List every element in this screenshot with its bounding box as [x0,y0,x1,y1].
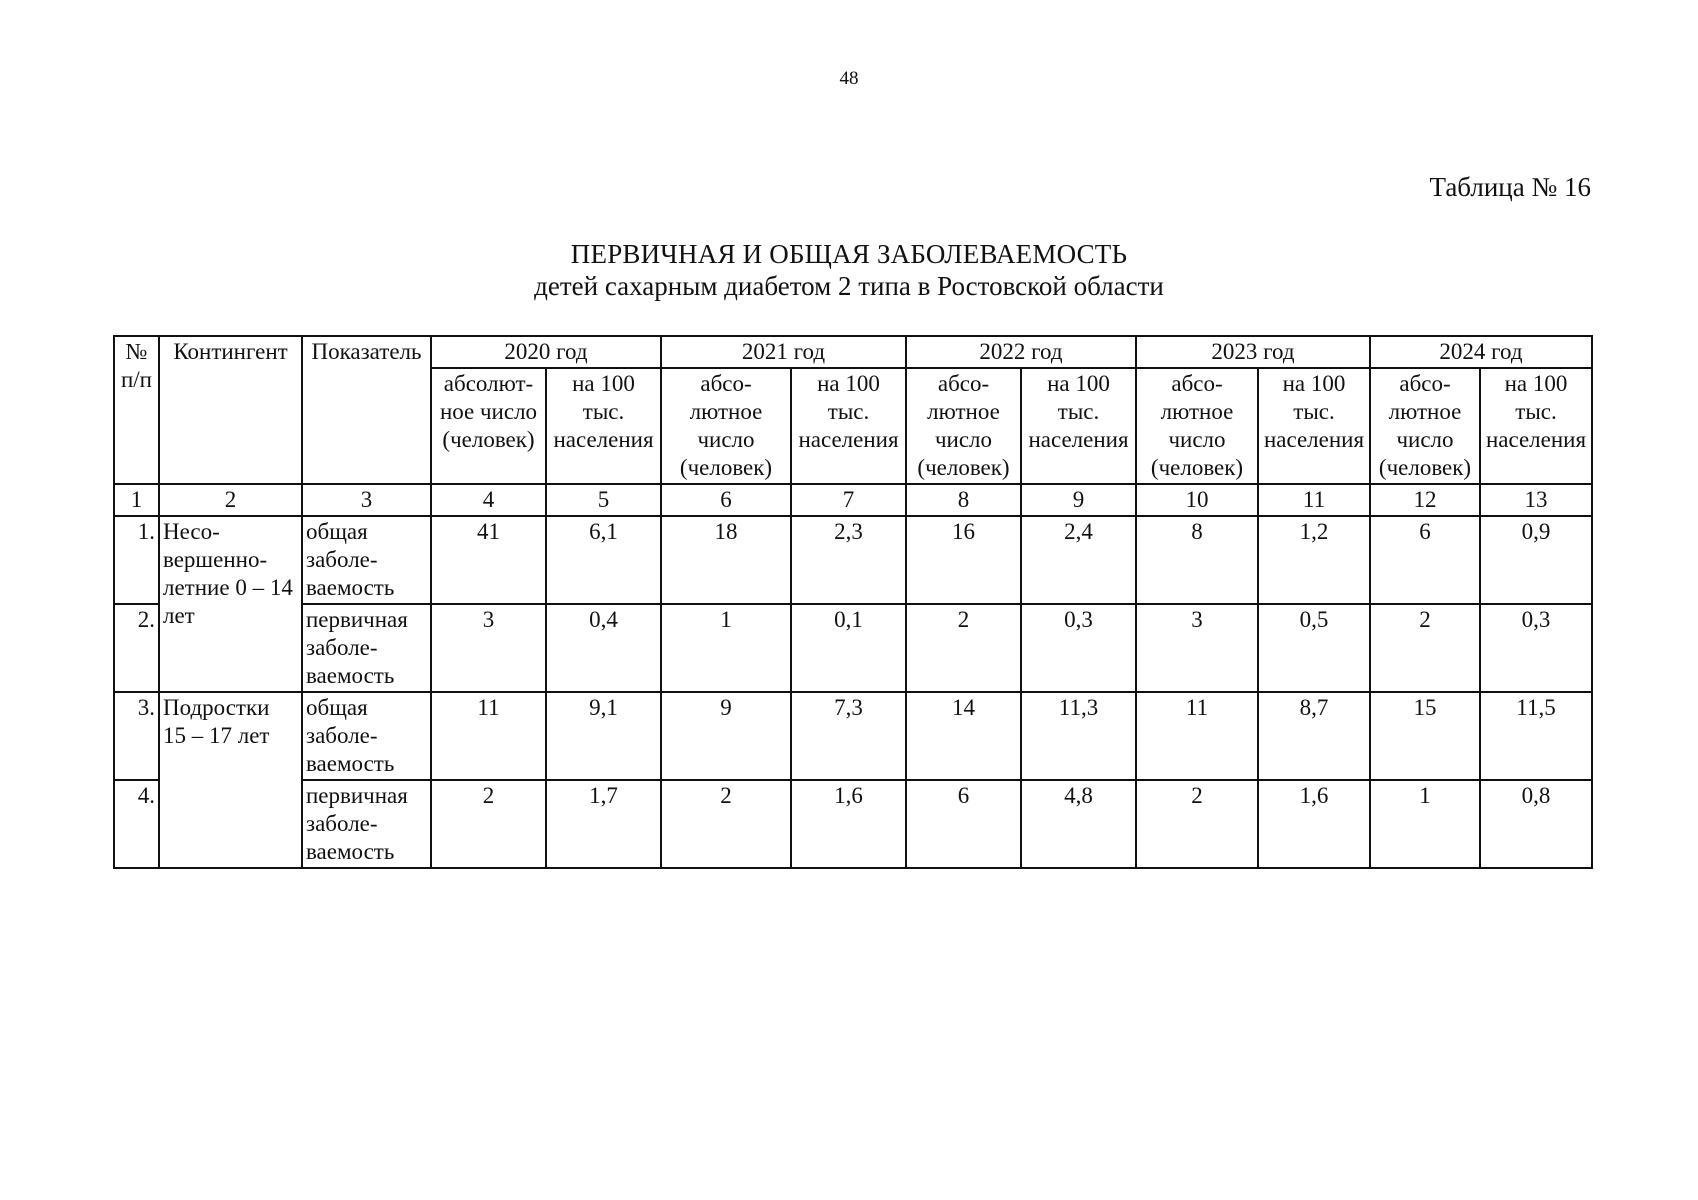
indicator-cell: общая заболе-ваемость [302,516,431,604]
header-row-years [114,336,1592,368]
header-per100k-2023: на 100 тыс. населения [1258,368,1370,484]
value-cell: 7,3 [791,692,906,780]
header-year-2021: 2021 год [661,336,906,368]
header-abs-2024: абсо-лютное число (человек) [1370,368,1480,484]
value-cell: 2 [661,780,791,868]
value-cell: 9,1 [546,692,661,780]
column-number-row [114,484,1592,516]
row-number: 3. [114,692,159,780]
value-cell: 4,8 [1021,780,1136,868]
row-number: 1. [114,516,159,604]
value-cell: 11 [431,692,546,780]
value-cell: 1,6 [1258,780,1370,868]
header-indicator: Показатель [302,336,431,484]
header-year-2020: 2020 год [431,336,661,368]
column-number: 5 [546,484,661,516]
column-number: 12 [1370,484,1480,516]
table-label: Таблица № 16 [1429,172,1591,202]
header-num: № п/п [114,336,159,484]
value-cell: 0,1 [791,604,906,692]
value-cell: 2,4 [1021,516,1136,604]
page-subtitle: детей сахарным диабетом 2 типа в Ростовской области [534,271,1164,301]
indicator-cell: первичная заболе-ваемость [302,604,431,692]
value-cell: 1,7 [546,780,661,868]
value-cell: 6 [1370,516,1480,604]
column-number: 4 [431,484,546,516]
header-abs-2023: абсо-лютное число (человек) [1136,368,1258,484]
header-year-2022: 2022 год [906,336,1136,368]
column-number: 8 [906,484,1021,516]
table-row [114,692,1592,780]
morbidity-table [113,335,1593,869]
column-number: 6 [661,484,791,516]
column-number: 9 [1021,484,1136,516]
value-cell: 11 [1136,692,1258,780]
value-cell: 2 [1136,780,1258,868]
value-cell: 11,3 [1021,692,1136,780]
value-cell: 6,1 [546,516,661,604]
value-cell: 1,2 [1258,516,1370,604]
value-cell: 11,5 [1480,692,1592,780]
indicator-cell: общая заболе-ваемость [302,692,431,780]
value-cell: 0,9 [1480,516,1592,604]
header-per100k-2022: на 100 тыс. населения [1021,368,1136,484]
value-cell: 15 [1370,692,1480,780]
value-cell: 2 [1370,604,1480,692]
header-abs-2021: абсо-лютное число (человек) [661,368,791,484]
table-row [114,516,1592,604]
value-cell: 0,8 [1480,780,1592,868]
column-number: 11 [1258,484,1370,516]
column-number: 13 [1480,484,1592,516]
value-cell: 1 [661,604,791,692]
title-block [0,238,1698,302]
value-cell: 2 [431,780,546,868]
value-cell: 8 [1136,516,1258,604]
value-cell: 1,6 [791,780,906,868]
value-cell: 16 [906,516,1021,604]
value-cell: 41 [431,516,546,604]
value-cell: 9 [661,692,791,780]
contingent-cell: Несо-вершенно-летние 0 – 14 лет [159,516,302,692]
column-number: 1 [114,484,159,516]
header-per100k-2024: на 100 тыс. населения [1480,368,1592,484]
table-row [114,780,1592,868]
value-cell: 2 [906,604,1021,692]
row-number: 2. [114,604,159,692]
value-cell: 14 [906,692,1021,780]
value-cell: 0,3 [1021,604,1136,692]
value-cell: 8,7 [1258,692,1370,780]
contingent-cell: Подростки 15 – 17 лет [159,692,302,868]
table-row [114,604,1592,692]
value-cell: 2,3 [791,516,906,604]
value-cell: 0,5 [1258,604,1370,692]
header-per100k-2021: на 100 тыс. населения [791,368,906,484]
value-cell: 0,3 [1480,604,1592,692]
column-number: 10 [1136,484,1258,516]
header-year-2024: 2024 год [1370,336,1592,368]
value-cell: 0,4 [546,604,661,692]
value-cell: 6 [906,780,1021,868]
column-number: 3 [302,484,431,516]
page-number: 48 [839,68,859,89]
value-cell: 3 [431,604,546,692]
value-cell: 3 [1136,604,1258,692]
header-abs-2022: абсо-лютное число (человек) [906,368,1021,484]
page-title: ПЕРВИЧНАЯ И ОБЩАЯ ЗАБОЛЕВАЕМОСТЬ [570,239,1128,269]
header-per100k-2020: на 100 тыс. населения [546,368,661,484]
column-number: 7 [791,484,906,516]
header-year-2023: 2023 год [1136,336,1370,368]
value-cell: 1 [1370,780,1480,868]
header-abs-2020: абсолют-ное число (человек) [431,368,546,484]
row-number: 4. [114,780,159,868]
value-cell: 18 [661,516,791,604]
header-contingent: Контингент [159,336,302,484]
column-number: 2 [159,484,302,516]
indicator-cell: первичная заболе-ваемость [302,780,431,868]
